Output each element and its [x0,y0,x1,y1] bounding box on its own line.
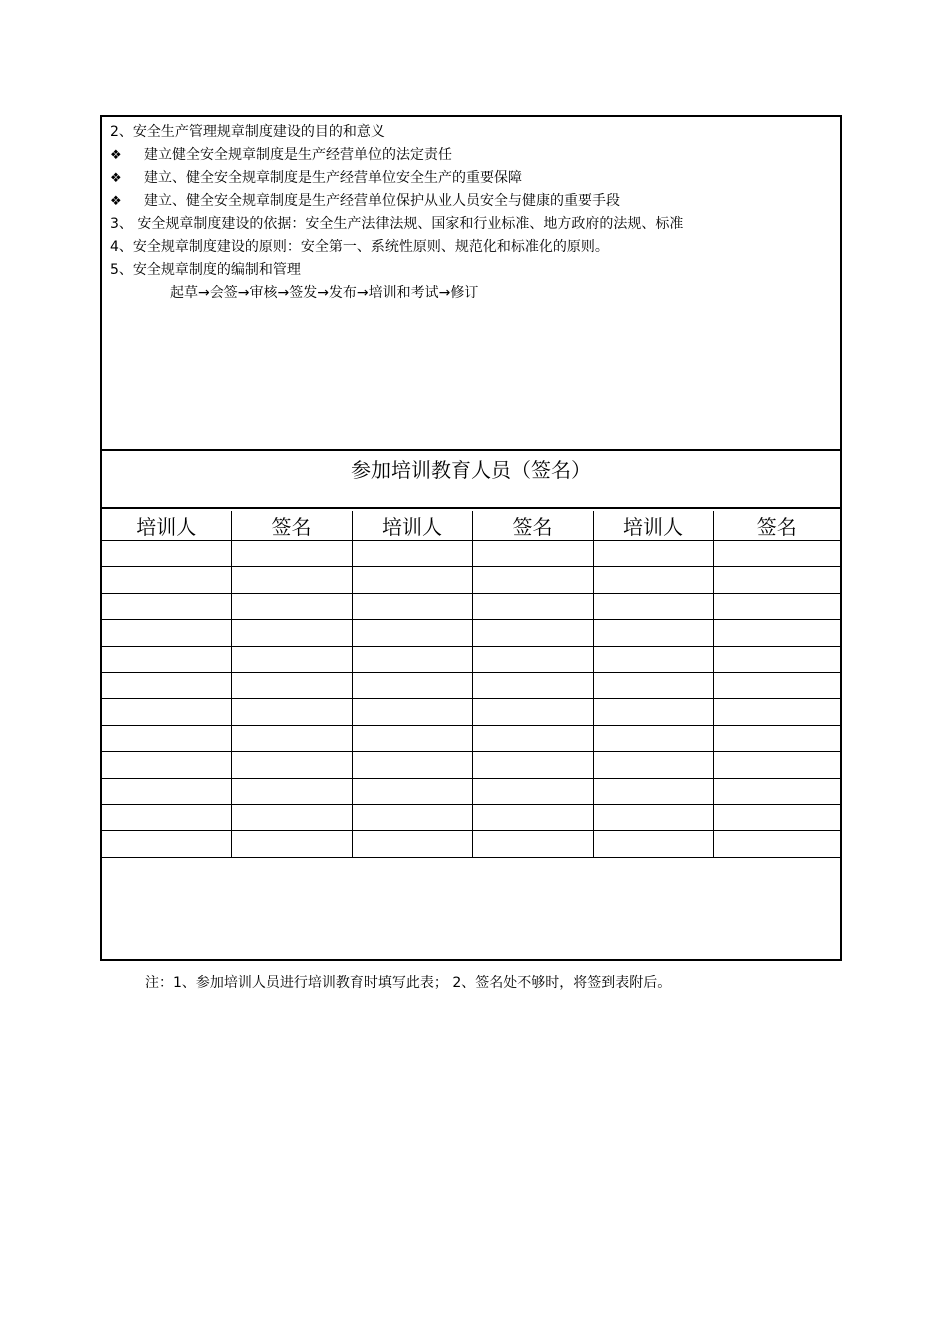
trainee-cell[interactable] [352,593,472,619]
trainee-cell[interactable] [593,699,713,725]
signature-cell[interactable] [713,831,840,857]
content-bullet-2 [110,167,840,190]
content-line-purpose: 2、安全生产管理规章制度建设的目的和意义 [110,124,385,140]
trainee-cell[interactable] [102,831,231,857]
signature-cell[interactable] [472,778,593,804]
table-row [102,593,840,619]
trainee-cell[interactable] [352,831,472,857]
bullet-text: 建立、健全安全规章制度是生产经营单位保护从业人员安全与健康的重要手段 [144,193,620,209]
signature-cell[interactable] [231,778,352,804]
trainee-cell[interactable] [352,752,472,778]
trainee-cell[interactable] [102,646,231,672]
diamond-bullet-icon: ❖ [110,194,122,209]
signature-cell[interactable] [231,831,352,857]
signature-cell[interactable] [231,593,352,619]
signature-cell[interactable] [472,646,593,672]
table-row [102,804,840,830]
signature-cell[interactable] [713,804,840,830]
trainee-cell[interactable] [352,699,472,725]
signature-cell[interactable] [713,725,840,751]
content-line-flow: 起草→会签→审核→签发→发布→培训和考试→修订 [170,285,479,301]
trainee-cell[interactable] [102,699,231,725]
signature-cell[interactable] [231,646,352,672]
trainee-cell[interactable] [352,567,472,593]
trainee-cell[interactable] [593,646,713,672]
trainee-cell[interactable] [102,752,231,778]
table-row [102,778,840,804]
bullet-text: 建立健全安全规章制度是生产经营单位的法定责任 [144,147,452,163]
signature-cell[interactable] [472,725,593,751]
table-row [102,541,840,567]
trainee-cell[interactable] [102,778,231,804]
signature-cell[interactable] [713,699,840,725]
signature-cell[interactable] [472,752,593,778]
trainee-cell[interactable] [102,804,231,830]
table-row [102,646,840,672]
trainee-cell[interactable] [102,672,231,698]
trainee-cell[interactable] [352,646,472,672]
table-row [102,752,840,778]
column-header-signature: 签名 [472,511,593,541]
signature-cell[interactable] [713,567,840,593]
table-row [102,567,840,593]
signature-cell[interactable] [231,620,352,646]
trainee-cell[interactable] [102,620,231,646]
trainee-cell[interactable] [593,541,713,567]
trainee-cell[interactable] [593,725,713,751]
table-row [102,672,840,698]
trainee-cell[interactable] [593,752,713,778]
footnote: 注：1、参加培训人员进行培训教育时填写此表； 2、签名处不够时，将签到表附后。 [145,975,672,991]
signature-cell[interactable] [231,672,352,698]
signature-cell[interactable] [713,541,840,567]
trainee-cell[interactable] [102,567,231,593]
signature-cell[interactable] [472,672,593,698]
signature-cell[interactable] [472,699,593,725]
signature-cell[interactable] [713,620,840,646]
trainee-cell[interactable] [593,672,713,698]
table-row [102,831,840,857]
signin-header-row [102,511,840,541]
signature-cell[interactable] [231,541,352,567]
signature-cell[interactable] [231,725,352,751]
signature-cell[interactable] [231,804,352,830]
signin-title: 参加培训教育人员（签名） [102,453,840,509]
content-line-management: 5、安全规章制度的编制和管理 [110,262,301,278]
trainee-cell[interactable] [593,620,713,646]
signature-cell[interactable] [713,593,840,619]
diamond-bullet-icon: ❖ [110,171,122,186]
trainee-cell[interactable] [593,567,713,593]
signature-cell[interactable] [472,541,593,567]
trainee-cell[interactable] [352,672,472,698]
table-row [102,725,840,751]
column-header-signature: 签名 [231,511,352,541]
signature-cell[interactable] [472,620,593,646]
signature-cell[interactable] [231,699,352,725]
column-header-trainee: 培训人 [102,511,231,541]
trainee-cell[interactable] [102,541,231,567]
trainee-cell[interactable] [593,778,713,804]
signature-cell[interactable] [713,672,840,698]
trainee-cell[interactable] [593,593,713,619]
signature-cell[interactable] [713,752,840,778]
bullet-text: 建立、健全安全规章制度是生产经营单位安全生产的重要保障 [144,170,522,186]
signature-cell[interactable] [472,593,593,619]
trainee-cell[interactable] [352,541,472,567]
column-header-trainee: 培训人 [352,511,472,541]
signature-cell[interactable] [472,567,593,593]
trainee-cell[interactable] [593,804,713,830]
trainee-cell[interactable] [102,593,231,619]
signature-cell[interactable] [231,752,352,778]
content-line-principles: 4、安全规章制度建设的原则：安全第一、系统性原则、规范化和标准化的原则。 [110,239,609,255]
trainee-cell[interactable] [352,620,472,646]
training-record-form [100,115,842,961]
trainee-cell[interactable] [102,725,231,751]
signature-cell[interactable] [231,567,352,593]
column-header-trainee: 培训人 [593,511,713,541]
trainee-cell[interactable] [352,804,472,830]
diamond-bullet-icon: ❖ [110,148,122,163]
trainee-cell[interactable] [593,831,713,857]
content-bullet-3 [110,190,840,213]
signature-cell[interactable] [713,646,840,672]
trainee-cell[interactable] [352,778,472,804]
content-bullet-1 [110,144,840,167]
signature-cell[interactable] [713,778,840,804]
signature-cell[interactable] [472,804,593,830]
table-row [102,620,840,646]
training-content-section [102,117,840,451]
content-line-basis: 3、 安全规章制度建设的依据：安全生产法律法规、国家和行业标准、地方政府的法规、标准 [110,216,684,232]
signature-cell[interactable] [472,831,593,857]
table-row [102,699,840,725]
trainee-cell[interactable] [352,725,472,751]
signin-rows [102,541,840,858]
signin-table [102,511,840,858]
column-header-signature: 签名 [713,511,840,541]
